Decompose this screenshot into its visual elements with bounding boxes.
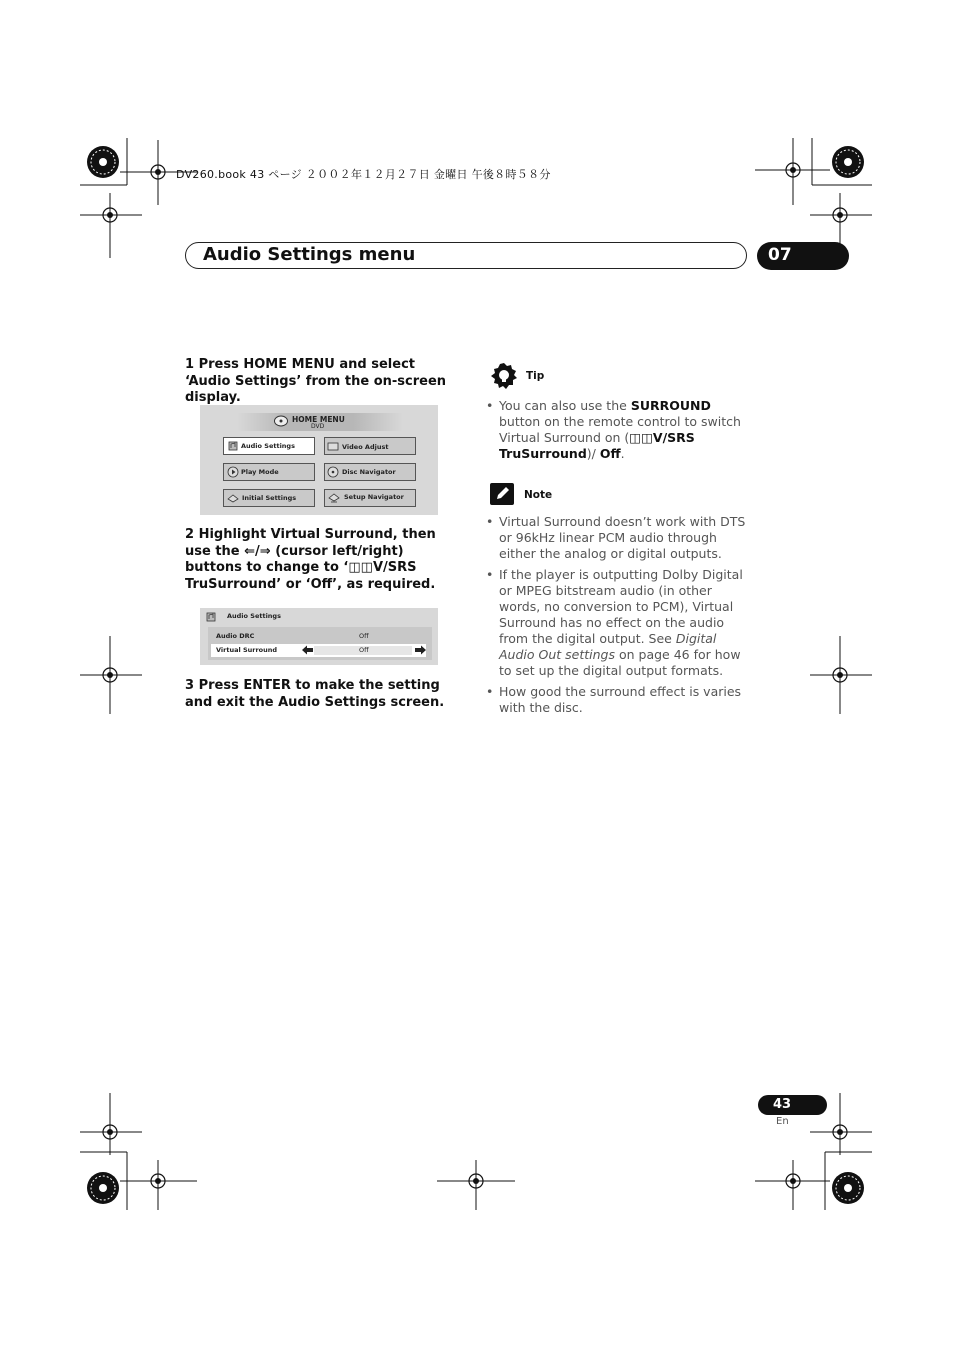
setting-value: Off	[359, 632, 369, 640]
dolby-logo-glyph: ◫◫	[348, 560, 373, 575]
trusurround-option: ◫◫V/SRS TruSurround	[499, 430, 695, 461]
step-2	[185, 527, 457, 593]
note-pencil-icon	[490, 483, 514, 505]
note-bullet-3: • How good the surround effect is varies with the disc.	[486, 684, 742, 715]
page-title: Audio Settings menu	[203, 244, 416, 265]
note-label: Note	[524, 489, 553, 501]
video-adjust-icon	[327, 440, 339, 452]
initial-settings-icon	[227, 492, 239, 504]
chapter-number: 07	[768, 245, 792, 265]
menu-item-label: Video Adjust	[342, 443, 389, 451]
home-menu-subtitle: DVD	[311, 423, 325, 430]
home-menu-title: HOME MENU	[292, 415, 345, 424]
note-bullet-2: • If the player is outputting Dolby Digital or MPEG bitstream audio (in other words, no conversion to PCM), Virtual Surround has no effect on the audio from the digital output. See Digital Audio Out settings on page 46 for how to set up the digital output formats.	[486, 567, 743, 678]
cursor-left-right-arrows: ⇐/⇒	[244, 543, 271, 559]
page-number-badge	[758, 1095, 827, 1115]
digital-audio-out-reference: Digital Audio Out settings	[499, 631, 717, 662]
tip-text: .	[620, 446, 625, 461]
setting-value: Off	[359, 646, 369, 654]
tip-label: Tip	[526, 370, 545, 382]
step-1: 1 Press HOME MENU and select ‘Audio Settings’ from the on-screen display.	[185, 357, 447, 405]
tip-lightbulb-icon	[490, 362, 518, 390]
step-2-text-a: 2 Highlight Virtual Surround, then use the	[185, 527, 436, 559]
audio-settings-icon	[227, 440, 239, 452]
note-text: on page 46 for how to set up the digital output formats.	[499, 647, 741, 678]
arrow-right-icon[interactable]	[414, 645, 426, 655]
menu-item-label: Setup Navigator	[344, 493, 404, 501]
note-text: If the player is outputting Dolby Digital or MPEG bitstream audio (in other words, no conversion to PCM), Virtual Surround has no effect on the audio from the digital output. See	[499, 567, 743, 646]
menu-item-label: Initial Settings	[242, 494, 297, 502]
play-mode-icon	[227, 466, 239, 478]
language-code: En	[776, 1116, 789, 1127]
setup-navigator-icon	[328, 492, 340, 504]
step-2-text-b: (cursor left/right) buttons to change to ‘	[185, 543, 404, 575]
tip-bullet: • You can also use the SURROUND button on the remote control to switch Virtual Surround on (◫◫V/SRS TruSurround)/ Off.	[486, 398, 741, 461]
off-option: Off	[599, 446, 621, 461]
arrow-left-icon[interactable]	[302, 645, 314, 655]
step-3: 3 Press ENTER to make the setting and exit the Audio Settings screen.	[185, 678, 445, 710]
note-bullet-1: • Virtual Surround doesn’t work with DTS or 96kHz linear PCM audio through either the analog or digital outputs.	[486, 514, 746, 561]
tip-text: )/	[586, 446, 600, 461]
tip-text: You can also use the	[499, 398, 631, 413]
audio-settings-title: Audio Settings	[227, 612, 281, 620]
disc-navigator-icon	[327, 466, 339, 478]
note-text: Virtual Surround doesn’t work with DTS or 96kHz linear PCM audio through either the analog or digital outputs.	[499, 514, 746, 561]
menu-item-label: Audio Settings	[241, 442, 295, 450]
audio-settings-icon	[205, 611, 217, 623]
step-2-text-c: V/SRS TruSurround’ or ‘Off’, as required.	[185, 560, 436, 592]
surround-button-name: SURROUND	[630, 398, 711, 413]
page-number: 43	[773, 1097, 792, 1112]
tip-text: button on the remote control to switch Virtual Surround on (	[499, 414, 741, 445]
setting-label: Audio DRC	[216, 632, 255, 640]
disc-icon	[274, 414, 288, 428]
menu-item-label: Play Mode	[241, 468, 279, 476]
menu-item-label: Disc Navigator	[342, 468, 396, 476]
note-text: How good the surround effect is varies with the disc.	[499, 684, 742, 715]
print-header: DV260.book 43 ページ ２００２年１２月２７日 金曜日 午後８時５８分	[176, 168, 551, 181]
setting-label: Virtual Surround	[216, 646, 278, 654]
